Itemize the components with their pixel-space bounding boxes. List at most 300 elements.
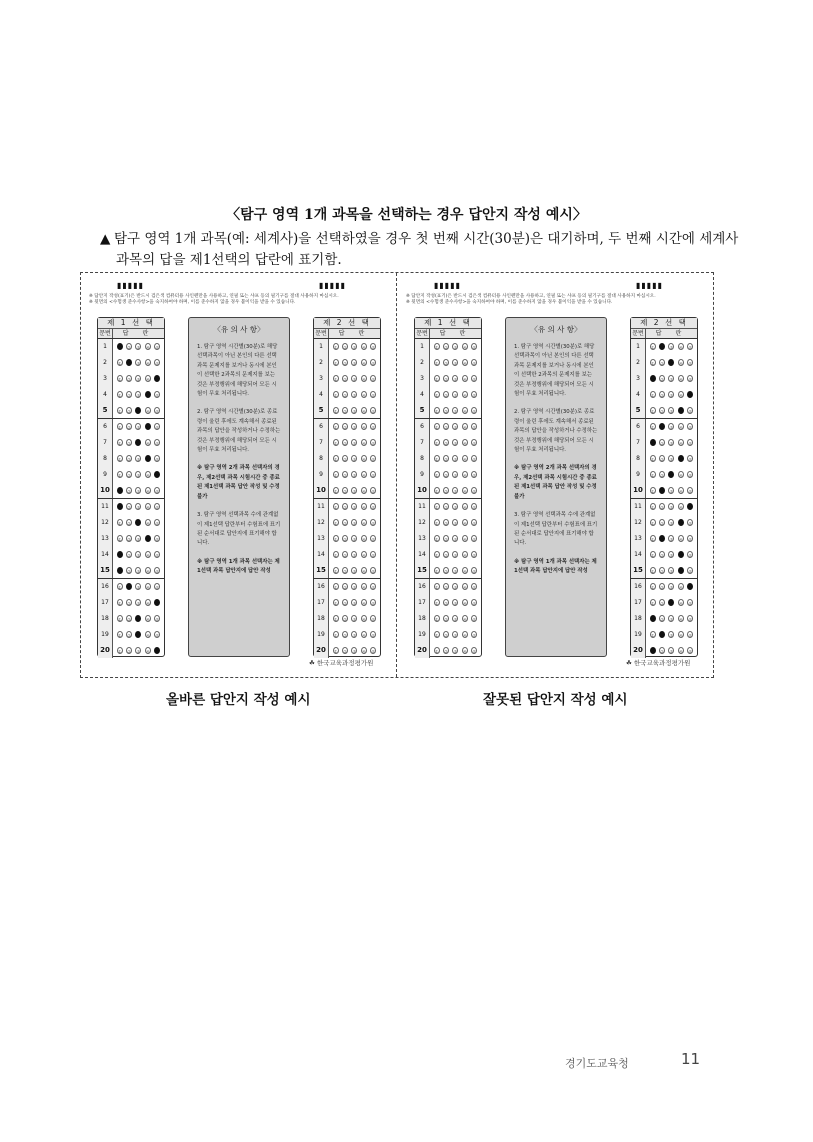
answer-bubble[interactable]: ② <box>660 472 664 478</box>
answer-bubble[interactable]: ④ <box>362 345 366 351</box>
answer-bubble[interactable]: ④ <box>146 632 150 638</box>
answer-bubble[interactable]: ③ <box>136 392 141 398</box>
answer-bubble[interactable]: ⑤ <box>472 345 477 351</box>
answer-bubble[interactable]: ③ <box>352 616 357 622</box>
answer-bubble[interactable]: ② <box>127 456 131 462</box>
answer-bubble[interactable]: ② <box>444 376 448 382</box>
answer-bubble[interactable]: ⑤ <box>688 456 693 462</box>
answer-bubble[interactable]: ② <box>127 505 131 511</box>
answer-bubble[interactable]: ③ <box>352 441 357 447</box>
answer-bubble[interactable]: ⑤ <box>155 616 160 622</box>
answer-bubble[interactable]: ⑤ <box>371 408 376 414</box>
answer-bubble[interactable]: ⑤ <box>371 488 376 494</box>
answer-bubble[interactable]: ① <box>434 505 439 511</box>
answer-bubble[interactable]: ② <box>127 521 131 527</box>
answer-bubble[interactable]: ④ <box>146 552 150 558</box>
answer-bubble[interactable]: ④ <box>463 376 467 382</box>
answer-bubble[interactable]: ⑤ <box>371 425 376 431</box>
answer-bubble[interactable]: ③ <box>352 376 357 382</box>
answer-bubble[interactable]: ① <box>333 568 338 574</box>
answer-bubble[interactable]: ① <box>650 552 655 558</box>
answer-bubble[interactable]: ① <box>650 488 655 494</box>
answer-bubble[interactable]: ② <box>343 376 347 382</box>
answer-bubble[interactable]: ② <box>660 408 664 414</box>
answer-bubble[interactable]: ③ <box>352 552 357 558</box>
answer-bubble[interactable]: ① <box>117 488 122 494</box>
answer-bubble[interactable]: ① <box>117 568 122 574</box>
answer-bubble[interactable]: ⑤ <box>688 505 693 511</box>
answer-bubble[interactable]: ② <box>444 601 448 607</box>
answer-bubble[interactable]: ① <box>117 376 122 382</box>
answer-bubble[interactable]: ③ <box>453 456 458 462</box>
answer-bubble[interactable]: ⑤ <box>371 505 376 511</box>
answer-bubble[interactable]: ① <box>333 472 338 478</box>
answer-bubble[interactable]: ① <box>434 616 439 622</box>
answer-bubble[interactable]: ② <box>343 601 347 607</box>
answer-bubble[interactable]: ② <box>343 616 347 622</box>
answer-bubble[interactable]: ④ <box>679 408 683 414</box>
answer-bubble[interactable]: ⑤ <box>688 552 693 558</box>
answer-bubble[interactable]: ⑤ <box>688 488 693 494</box>
answer-bubble[interactable]: ① <box>650 568 655 574</box>
answer-bubble[interactable]: ⑤ <box>688 585 693 591</box>
answer-bubble[interactable]: ⑤ <box>155 456 160 462</box>
answer-bubble[interactable]: ⑤ <box>155 361 160 367</box>
answer-bubble[interactable]: ④ <box>463 441 467 447</box>
answer-bubble[interactable]: ③ <box>669 632 674 638</box>
answer-bubble[interactable]: ① <box>117 361 122 367</box>
answer-bubble[interactable]: ③ <box>136 376 141 382</box>
answer-bubble[interactable]: ④ <box>463 632 467 638</box>
answer-bubble[interactable]: ② <box>127 441 131 447</box>
answer-bubble[interactable]: ③ <box>669 441 674 447</box>
answer-bubble[interactable]: ④ <box>146 361 150 367</box>
answer-bubble[interactable]: ① <box>434 632 439 638</box>
answer-bubble[interactable]: ① <box>434 648 439 654</box>
answer-bubble[interactable]: ④ <box>463 392 467 398</box>
answer-bubble[interactable]: ③ <box>352 392 357 398</box>
answer-bubble[interactable]: ② <box>444 456 448 462</box>
answer-bubble[interactable]: ② <box>660 568 664 574</box>
answer-bubble[interactable]: ① <box>333 408 338 414</box>
answer-bubble[interactable]: ⑤ <box>688 441 693 447</box>
answer-bubble[interactable]: ② <box>127 376 131 382</box>
answer-bubble[interactable]: ⑤ <box>472 425 477 431</box>
answer-bubble[interactable]: ② <box>444 425 448 431</box>
answer-bubble[interactable]: ④ <box>679 456 683 462</box>
answer-bubble[interactable]: ② <box>343 472 347 478</box>
answer-bubble[interactable]: ④ <box>679 505 683 511</box>
answer-bubble[interactable]: ⑤ <box>472 552 477 558</box>
answer-bubble[interactable]: ⑤ <box>472 472 477 478</box>
answer-bubble[interactable]: ① <box>650 456 655 462</box>
answer-bubble[interactable]: ③ <box>453 425 458 431</box>
answer-bubble[interactable]: ③ <box>669 472 674 478</box>
answer-bubble[interactable]: ④ <box>362 568 366 574</box>
answer-bubble[interactable]: ① <box>434 425 439 431</box>
answer-bubble[interactable]: ② <box>343 505 347 511</box>
answer-bubble[interactable]: ⑤ <box>688 408 693 414</box>
answer-bubble[interactable]: ② <box>127 601 131 607</box>
answer-bubble[interactable]: ① <box>117 648 122 654</box>
answer-bubble[interactable]: ① <box>434 488 439 494</box>
answer-bubble[interactable]: ① <box>333 361 338 367</box>
answer-bubble[interactable]: ② <box>343 536 347 542</box>
answer-bubble[interactable]: ④ <box>679 521 683 527</box>
answer-bubble[interactable]: ⑤ <box>155 472 160 478</box>
answer-bubble[interactable]: ① <box>333 601 338 607</box>
answer-bubble[interactable]: ③ <box>669 456 674 462</box>
answer-bubble[interactable]: ③ <box>669 536 674 542</box>
answer-bubble[interactable]: ③ <box>669 505 674 511</box>
answer-bubble[interactable]: ④ <box>679 585 683 591</box>
answer-bubble[interactable]: ③ <box>136 585 141 591</box>
answer-bubble[interactable]: ③ <box>352 408 357 414</box>
answer-bubble[interactable]: ③ <box>136 441 141 447</box>
answer-bubble[interactable]: ① <box>117 456 122 462</box>
answer-bubble[interactable]: ⑤ <box>371 392 376 398</box>
answer-bubble[interactable]: ⑤ <box>371 376 376 382</box>
answer-bubble[interactable]: ① <box>650 361 655 367</box>
answer-bubble[interactable]: ② <box>127 648 131 654</box>
answer-bubble[interactable]: ④ <box>146 568 150 574</box>
answer-bubble[interactable]: ② <box>660 585 664 591</box>
answer-bubble[interactable]: ③ <box>352 536 357 542</box>
answer-bubble[interactable]: ① <box>650 585 655 591</box>
answer-bubble[interactable]: ② <box>660 425 664 431</box>
answer-bubble[interactable]: ① <box>333 552 338 558</box>
answer-bubble[interactable]: ③ <box>352 601 357 607</box>
answer-bubble[interactable]: ② <box>660 441 664 447</box>
answer-bubble[interactable]: ② <box>660 392 664 398</box>
answer-bubble[interactable]: ⑤ <box>688 425 693 431</box>
answer-bubble[interactable]: ④ <box>146 472 150 478</box>
answer-bubble[interactable]: ③ <box>453 648 458 654</box>
answer-bubble[interactable]: ② <box>343 361 347 367</box>
answer-bubble[interactable]: ④ <box>146 616 150 622</box>
answer-bubble[interactable]: ③ <box>352 488 357 494</box>
answer-bubble[interactable]: ③ <box>136 488 141 494</box>
answer-bubble[interactable]: ③ <box>136 456 141 462</box>
answer-bubble[interactable]: ⑤ <box>155 648 160 654</box>
answer-bubble[interactable]: ① <box>650 632 655 638</box>
answer-bubble[interactable]: ④ <box>362 536 366 542</box>
answer-bubble[interactable]: ⑤ <box>688 648 693 654</box>
answer-bubble[interactable]: ① <box>434 552 439 558</box>
answer-bubble[interactable]: ④ <box>679 552 683 558</box>
answer-bubble[interactable]: ⑤ <box>155 568 160 574</box>
answer-bubble[interactable]: ② <box>343 552 347 558</box>
answer-bubble[interactable]: ② <box>660 505 664 511</box>
answer-bubble[interactable]: ① <box>650 648 655 654</box>
answer-bubble[interactable]: ③ <box>453 408 458 414</box>
answer-bubble[interactable]: ③ <box>136 616 141 622</box>
answer-bubble[interactable]: ⑤ <box>688 616 693 622</box>
answer-bubble[interactable]: ④ <box>463 552 467 558</box>
answer-bubble[interactable]: ⑤ <box>472 536 477 542</box>
answer-bubble[interactable]: ① <box>117 392 122 398</box>
answer-bubble[interactable]: ② <box>444 568 448 574</box>
answer-bubble[interactable]: ④ <box>146 456 150 462</box>
answer-bubble[interactable]: ② <box>660 345 664 351</box>
answer-bubble[interactable]: ② <box>444 488 448 494</box>
answer-bubble[interactable]: ④ <box>362 488 366 494</box>
answer-bubble[interactable]: ② <box>660 456 664 462</box>
answer-bubble[interactable]: ① <box>434 601 439 607</box>
answer-bubble[interactable]: ② <box>444 472 448 478</box>
answer-bubble[interactable]: ⑤ <box>155 505 160 511</box>
answer-bubble[interactable]: ⑤ <box>472 648 477 654</box>
answer-bubble[interactable]: ① <box>333 392 338 398</box>
answer-bubble[interactable]: ③ <box>453 552 458 558</box>
answer-bubble[interactable]: ④ <box>362 648 366 654</box>
answer-bubble[interactable]: ④ <box>463 456 467 462</box>
answer-bubble[interactable]: ③ <box>669 392 674 398</box>
answer-bubble[interactable]: ① <box>650 392 655 398</box>
answer-bubble[interactable]: ③ <box>136 521 141 527</box>
answer-bubble[interactable]: ② <box>127 632 131 638</box>
answer-bubble[interactable]: ① <box>117 505 122 511</box>
answer-bubble[interactable]: ① <box>117 425 122 431</box>
answer-bubble[interactable]: ⑤ <box>155 488 160 494</box>
answer-bubble[interactable]: ① <box>333 345 338 351</box>
answer-bubble[interactable]: ④ <box>463 568 467 574</box>
answer-bubble[interactable]: ① <box>650 408 655 414</box>
answer-bubble[interactable]: ① <box>333 425 338 431</box>
answer-bubble[interactable]: ② <box>660 536 664 542</box>
answer-bubble[interactable]: ② <box>660 552 664 558</box>
answer-bubble[interactable]: ② <box>343 568 347 574</box>
answer-bubble[interactable]: ④ <box>679 376 683 382</box>
answer-bubble[interactable]: ② <box>127 616 131 622</box>
answer-bubble[interactable]: ⑤ <box>155 441 160 447</box>
answer-bubble[interactable]: ④ <box>463 648 467 654</box>
answer-bubble[interactable]: ② <box>343 648 347 654</box>
answer-bubble[interactable]: ④ <box>679 601 683 607</box>
answer-bubble[interactable]: ② <box>444 521 448 527</box>
answer-bubble[interactable]: ② <box>343 392 347 398</box>
answer-bubble[interactable]: ④ <box>679 616 683 622</box>
answer-bubble[interactable]: ① <box>650 345 655 351</box>
answer-bubble[interactable]: ④ <box>146 521 150 527</box>
answer-bubble[interactable]: ① <box>434 345 439 351</box>
answer-bubble[interactable]: ① <box>434 536 439 542</box>
answer-bubble[interactable]: ④ <box>463 472 467 478</box>
answer-bubble[interactable]: ③ <box>453 601 458 607</box>
answer-bubble[interactable]: ⑤ <box>371 601 376 607</box>
answer-bubble[interactable]: ⑤ <box>371 441 376 447</box>
answer-bubble[interactable]: ② <box>127 488 131 494</box>
answer-bubble[interactable]: ① <box>117 345 122 351</box>
answer-bubble[interactable]: ① <box>434 376 439 382</box>
answer-bubble[interactable]: ⑤ <box>371 552 376 558</box>
answer-bubble[interactable]: ② <box>343 632 347 638</box>
answer-bubble[interactable]: ④ <box>146 376 150 382</box>
answer-bubble[interactable]: ② <box>444 505 448 511</box>
answer-bubble[interactable]: ③ <box>453 521 458 527</box>
answer-bubble[interactable]: ④ <box>146 392 150 398</box>
answer-bubble[interactable]: ① <box>650 536 655 542</box>
answer-bubble[interactable]: ③ <box>352 648 357 654</box>
answer-bubble[interactable]: ② <box>127 345 131 351</box>
answer-bubble[interactable]: ① <box>650 441 655 447</box>
answer-bubble[interactable]: ③ <box>352 345 357 351</box>
answer-bubble[interactable]: ⑤ <box>472 408 477 414</box>
answer-bubble[interactable]: ④ <box>362 361 366 367</box>
answer-bubble[interactable]: ⑤ <box>155 521 160 527</box>
answer-bubble[interactable]: ① <box>333 632 338 638</box>
answer-bubble[interactable]: ② <box>343 441 347 447</box>
answer-bubble[interactable]: ① <box>117 408 122 414</box>
answer-bubble[interactable]: ⑤ <box>371 616 376 622</box>
answer-bubble[interactable]: ⑤ <box>472 441 477 447</box>
answer-bubble[interactable]: ③ <box>136 648 141 654</box>
answer-bubble[interactable]: ⑤ <box>472 505 477 511</box>
answer-bubble[interactable]: ⑤ <box>371 345 376 351</box>
answer-bubble[interactable]: ② <box>444 392 448 398</box>
answer-bubble[interactable]: ④ <box>362 376 366 382</box>
answer-bubble[interactable]: ② <box>660 376 664 382</box>
answer-bubble[interactable]: ③ <box>136 632 141 638</box>
answer-bubble[interactable]: ④ <box>463 601 467 607</box>
answer-bubble[interactable]: ② <box>660 361 664 367</box>
answer-bubble[interactable]: ④ <box>463 616 467 622</box>
answer-bubble[interactable]: ④ <box>362 425 366 431</box>
answer-bubble[interactable]: ③ <box>453 361 458 367</box>
answer-bubble[interactable]: ③ <box>352 585 357 591</box>
answer-bubble[interactable]: ③ <box>352 472 357 478</box>
answer-bubble[interactable]: ④ <box>362 456 366 462</box>
answer-bubble[interactable]: ① <box>333 616 338 622</box>
answer-bubble[interactable]: ③ <box>352 568 357 574</box>
answer-bubble[interactable]: ④ <box>679 536 683 542</box>
answer-bubble[interactable]: ④ <box>146 648 150 654</box>
answer-bubble[interactable]: ① <box>434 361 439 367</box>
answer-bubble[interactable]: ④ <box>463 345 467 351</box>
answer-bubble[interactable]: ① <box>117 521 122 527</box>
answer-bubble[interactable]: ④ <box>146 425 150 431</box>
answer-bubble[interactable]: ④ <box>362 601 366 607</box>
answer-bubble[interactable]: ① <box>117 632 122 638</box>
answer-bubble[interactable]: ④ <box>679 441 683 447</box>
answer-bubble[interactable]: ② <box>127 585 131 591</box>
answer-bubble[interactable]: ③ <box>453 345 458 351</box>
answer-bubble[interactable]: ③ <box>453 568 458 574</box>
answer-bubble[interactable]: ① <box>117 585 122 591</box>
answer-bubble[interactable]: ④ <box>146 505 150 511</box>
answer-bubble[interactable]: ④ <box>362 408 366 414</box>
answer-bubble[interactable]: ② <box>343 345 347 351</box>
answer-bubble[interactable]: ⑤ <box>371 536 376 542</box>
answer-bubble[interactable]: ③ <box>669 552 674 558</box>
answer-bubble[interactable]: ③ <box>352 456 357 462</box>
answer-bubble[interactable]: ④ <box>679 488 683 494</box>
answer-bubble[interactable]: ④ <box>362 632 366 638</box>
answer-bubble[interactable]: ④ <box>146 441 150 447</box>
answer-bubble[interactable]: ③ <box>669 425 674 431</box>
answer-bubble[interactable]: ④ <box>146 585 150 591</box>
answer-bubble[interactable]: ① <box>650 472 655 478</box>
answer-bubble[interactable]: ③ <box>453 536 458 542</box>
answer-bubble[interactable]: ② <box>343 425 347 431</box>
answer-bubble[interactable]: ⑤ <box>688 361 693 367</box>
answer-bubble[interactable]: ③ <box>669 488 674 494</box>
answer-bubble[interactable]: ③ <box>453 488 458 494</box>
answer-bubble[interactable]: ② <box>343 408 347 414</box>
answer-bubble[interactable]: ③ <box>669 648 674 654</box>
answer-bubble[interactable]: ② <box>444 552 448 558</box>
answer-bubble[interactable]: ② <box>444 345 448 351</box>
answer-bubble[interactable]: ⑤ <box>688 536 693 542</box>
answer-bubble[interactable]: ② <box>660 616 664 622</box>
answer-bubble[interactable]: ① <box>333 505 338 511</box>
answer-bubble[interactable]: ② <box>127 361 131 367</box>
answer-bubble[interactable]: ⑤ <box>155 601 160 607</box>
answer-bubble[interactable]: ① <box>333 648 338 654</box>
answer-bubble[interactable]: ① <box>117 616 122 622</box>
answer-bubble[interactable]: ③ <box>352 425 357 431</box>
answer-bubble[interactable]: ① <box>434 568 439 574</box>
answer-bubble[interactable]: ③ <box>136 505 141 511</box>
answer-bubble[interactable]: ① <box>650 521 655 527</box>
answer-bubble[interactable]: ① <box>333 441 338 447</box>
answer-bubble[interactable]: ⑤ <box>371 648 376 654</box>
answer-bubble[interactable]: ④ <box>679 361 683 367</box>
answer-bubble[interactable]: ① <box>434 392 439 398</box>
answer-bubble[interactable]: ③ <box>136 472 141 478</box>
answer-bubble[interactable]: ① <box>650 505 655 511</box>
answer-bubble[interactable]: ⑤ <box>472 361 477 367</box>
answer-bubble[interactable]: ② <box>444 648 448 654</box>
answer-bubble[interactable]: ⑤ <box>472 456 477 462</box>
answer-bubble[interactable]: ① <box>117 441 122 447</box>
answer-bubble[interactable]: ① <box>333 585 338 591</box>
answer-bubble[interactable]: ③ <box>352 632 357 638</box>
answer-bubble[interactable]: ④ <box>463 408 467 414</box>
answer-bubble[interactable]: ④ <box>679 345 683 351</box>
answer-bubble[interactable]: ⑤ <box>155 632 160 638</box>
answer-bubble[interactable]: ② <box>127 552 131 558</box>
answer-bubble[interactable]: ④ <box>146 488 150 494</box>
answer-bubble[interactable]: ③ <box>669 376 674 382</box>
answer-bubble[interactable]: ⑤ <box>472 616 477 622</box>
answer-bubble[interactable]: ① <box>434 472 439 478</box>
answer-bubble[interactable]: ② <box>127 392 131 398</box>
answer-bubble[interactable]: ③ <box>136 601 141 607</box>
answer-bubble[interactable]: ⑤ <box>371 472 376 478</box>
answer-bubble[interactable]: ③ <box>669 585 674 591</box>
answer-bubble[interactable]: ③ <box>453 505 458 511</box>
answer-bubble[interactable]: ① <box>650 601 655 607</box>
answer-bubble[interactable]: ① <box>333 376 338 382</box>
answer-bubble[interactable]: ② <box>660 648 664 654</box>
answer-bubble[interactable]: ⑤ <box>472 376 477 382</box>
answer-bubble[interactable]: ① <box>434 521 439 527</box>
answer-bubble[interactable]: ① <box>333 488 338 494</box>
answer-bubble[interactable]: ① <box>650 616 655 622</box>
answer-bubble[interactable]: ③ <box>453 585 458 591</box>
answer-bubble[interactable]: ⑤ <box>155 392 160 398</box>
answer-bubble[interactable]: ② <box>343 585 347 591</box>
answer-bubble[interactable]: ① <box>650 425 655 431</box>
answer-bubble[interactable]: ⑤ <box>688 376 693 382</box>
answer-bubble[interactable]: ③ <box>669 616 674 622</box>
answer-bubble[interactable]: ③ <box>669 361 674 367</box>
answer-bubble[interactable]: ④ <box>679 392 683 398</box>
answer-bubble[interactable]: ① <box>117 601 122 607</box>
answer-bubble[interactable]: ④ <box>463 488 467 494</box>
answer-bubble[interactable]: ④ <box>146 601 150 607</box>
